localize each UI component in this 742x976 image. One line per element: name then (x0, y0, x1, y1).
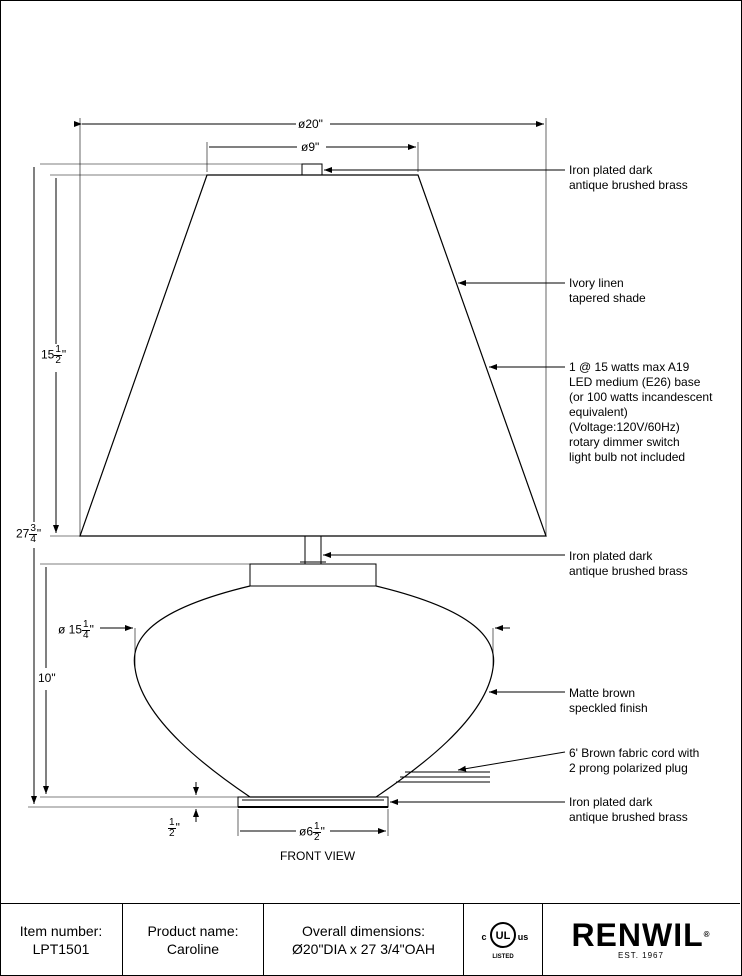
svg-text:us: us (517, 932, 529, 942)
lamp-neck (305, 536, 321, 564)
brand-cell (543, 904, 739, 976)
svg-text:c: c (481, 932, 487, 942)
dim-overall-height: 27 $\frac{3}{4}$ " (16, 523, 42, 545)
product-name-cell (123, 904, 264, 976)
power-cord (396, 772, 490, 782)
lamp-body (134, 586, 493, 797)
callout-shade: Ivory linen tapered shade (569, 276, 646, 305)
callout-base: Iron plated dark antique brushed brass (569, 795, 688, 824)
dim-top-width: ø20" (298, 117, 323, 131)
product-name-label: Product name: (147, 923, 239, 939)
overall-dimensions-label: Overall dimensions: (302, 923, 425, 939)
finial (302, 164, 322, 175)
callout-bulb: 1 @ 15 watts max A19 LED medium (E26) base (or 100 watts incandescent equivalent) (Voltage:120V/60Hz) rotary dimmer switch light bulb not included (569, 360, 713, 464)
renwil-logo: RENWIL® (571, 917, 711, 953)
callout-finial: Iron plated dark antique brushed brass (569, 163, 688, 192)
item-number-label: Item number: (19, 923, 103, 939)
item-number-value: LPT1501 (32, 941, 90, 957)
lamp-shade (80, 175, 546, 536)
ul-listed-cell (464, 904, 543, 976)
dim-body-width: ø 15 $\frac{1}{4}$ " (58, 619, 94, 641)
view-title: FRONT VIEW (280, 849, 356, 863)
dim-base-width: ø6 $\frac{1}{2}$ " (299, 821, 325, 843)
title-block (0, 903, 740, 976)
dim-shade-height: 15 $\frac{1}{2}$ " (41, 344, 67, 366)
ul-listed-icon (473, 918, 533, 962)
item-number-cell (0, 904, 123, 976)
callout-cord: 6' Brown fabric cord with 2 prong polarized plug (569, 746, 700, 775)
dim-base-height: $\frac{1}{2}$ " (169, 817, 180, 839)
overall-dimensions-cell (264, 904, 464, 976)
callout-body: Matte brown speckled finish (569, 686, 648, 715)
brand-established: EST. 1967 (618, 951, 664, 960)
callout-neck: Iron plated dark antique brushed brass (569, 549, 688, 578)
svg-text:LISTED: LISTED (492, 954, 514, 960)
dim-body-height: 10" (38, 671, 56, 685)
lamp-base (238, 797, 388, 807)
overall-dimensions-value: Ø20"DIA x 27 3/4"OAH (291, 941, 435, 957)
svg-text:UL: UL (495, 930, 511, 942)
product-name-value: Caroline (166, 941, 220, 957)
dim-top-opening: ø9" (301, 140, 320, 154)
lamp-cap (250, 564, 376, 586)
